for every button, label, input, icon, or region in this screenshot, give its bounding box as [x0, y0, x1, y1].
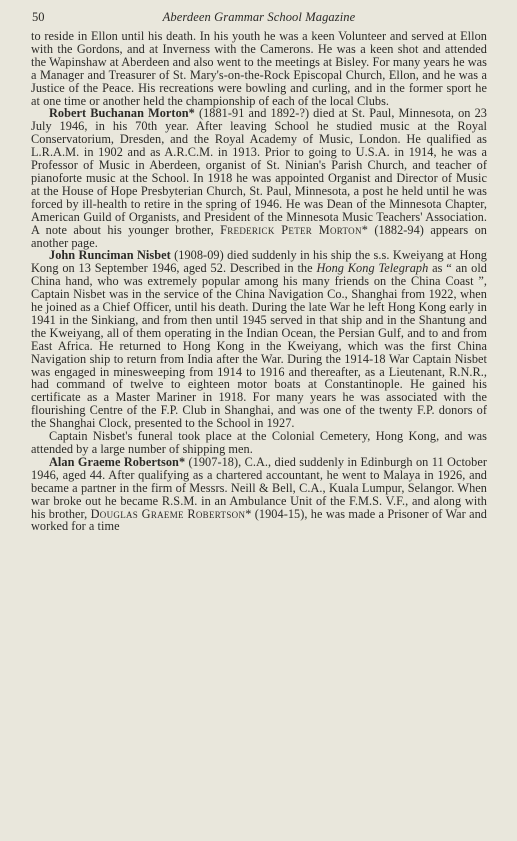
obituary-text: (1907-18), C.A., died suddenly in Edinburgh on 11 October 1946, aged 44. After qualifying as a chartered accountant, he went to Malaya in 1926, and became a partner in the firm of Messrs. Neill & Bell, C.A., Kuala Lumpur, Selangor. When war broke out he became R.S.M. in an Ambulance Unit of the F.M.S. V.F., and along with his brother, — [31, 454, 487, 521]
obituary-text: (1908-09) died suddenly in his ship the s.s. Kweiyang at Hong Kong on 13 September 1946, aged 52. Described in the — [31, 248, 487, 276]
page-number: 50 — [32, 10, 45, 24]
body-text — [31, 30, 487, 533]
obituary-name: Robert Buchanan Morton* — [49, 106, 195, 121]
paragraph-continuation — [31, 30, 487, 107]
paragraph-text: to reside in Ellon until his death. In his youth he was a keen Volunteer and served at Ellon with the Gordons, and at Inverness with the Camerons. He was a keen shot and attended the Wapinshaw at Aberdeen and also went to the meetings at Bisley. For many years he was a Manager and Treasurer of St. Mary's-on-the-Rock Episcopal Church, Ellon, and he was a Justice of the Peace. His recreations were bowling and curling, and in the former sport he at one time or another held the championship of each of the local Clubs. — [31, 29, 487, 108]
page-header — [31, 10, 487, 30]
obituary-text-end: * (1882-94) appears on another page. — [31, 222, 487, 250]
paragraph-text: Captain Nisbet's funeral took place at the Colonial Cemetery, Hong Kong, and was attended by a large number of shipping men. — [31, 429, 487, 456]
obituary-name: Alan Graeme Robertson* — [49, 454, 186, 469]
obituary-morton — [31, 107, 487, 249]
obituary-text-end: * (1904-15), he was made a Prisoner of War and worked for a time — [31, 506, 487, 534]
relative-name: Frederick Peter Morton — [220, 222, 362, 237]
paragraph-funeral — [31, 430, 487, 456]
publication-title: Hong Kong Telegraph — [316, 261, 429, 276]
running-title: Aberdeen Grammar School Magazine — [162, 10, 356, 24]
obituary-name: John Runciman Nisbet — [49, 248, 171, 263]
obituary-text: (1881-91 and 1892-?) died at St. Paul, Minnesota, on 23 July 1946, in his 70th year. After leaving School he studied music at the Royal Conservatorium, Dresden, and the Royal Academy of Music, London. He qualified as L.R.A.M. in 1902 and as A.R.C.M. in 1913. Prior to going to U.S.A. in 1914, he was a Professor of Music in Aberdeen, organist of St. Ninian's Parish Church, and teacher of pianoforte music at the School. In 1918 he was appointed Organist and Director of Music at the House of Hope Presbyterian Church, St. Paul, Minnesota, a post he held until he was forced by ill-health to retire in the spring of 1946. He was Dean of the Minnesota Chapter, American Guild of Organists, and President of the Minnesota Music Teachers' Association. A note about his younger brother, — [31, 106, 487, 237]
obituary-nisbet — [31, 249, 487, 430]
obituary-text-end: as “ an old China hand, who was extremely popular among his many friends on the China Coast ”, Captain Nisbet was in the service of the China Navigation Co., Shanghai from 1922, when he joined as a Chief Officer, until his death. During the late War he left Hong Kong early in 1941 in the Sinkiang, and from then until 1945 served in that ship and in the Shantung and the Kweiyang, all of them operating in the Indian Ocean, the Persian Gulf, and to and from East Africa. He returned to Hong Kong in the Kweiyang, which was the first China Navigation ship to return from India after the War. During the 1914-18 War Captain Nisbet was engaged in minesweeping from 1914 to 1916 and thereafter, as a Lieutenant, R.N.R., had command of twelve to eighteen motor boats at Constantinople. He gained his certificate as a Master Mariner in 1918. For many years he was associated with the flourishing Centre of the F.P. Club in Shanghai, and was one of the twenty F.P. donors of the Shanghai Clock, presented to the School in 1927. — [31, 261, 487, 431]
relative-name: Douglas Graeme Robertson — [90, 506, 246, 521]
obituary-robertson — [31, 456, 487, 533]
